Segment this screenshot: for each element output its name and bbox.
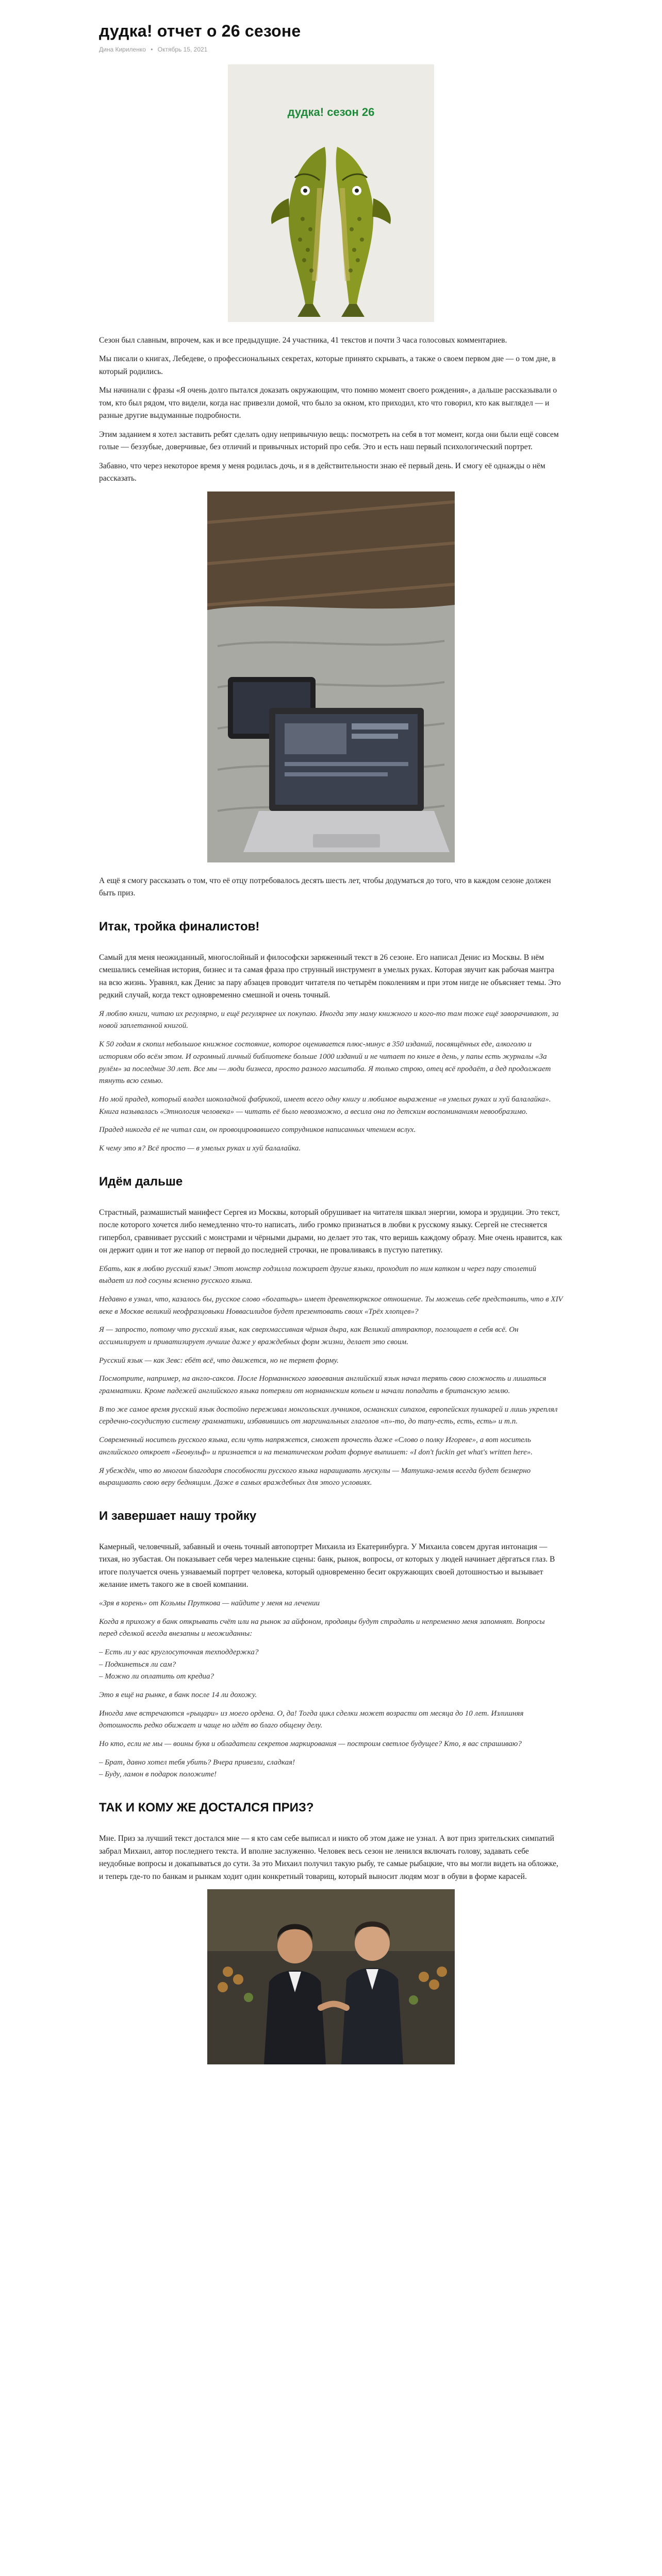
quote-paragraph: Посмотрите, например, на англо-саксов. После Норманнского завоевания английский язык начал терять свою сложность и лишаться грамматики. Кроме падежей английского языка потеряли от норманнским копьем и начали попадать в британскую землю.	[99, 1375, 547, 1396]
intro-paragraph: Забавно, что через некоторое время у меня родилась дочь, и я в действительности знаю её первый день. И смогу её однажды о нём рассказать.	[99, 461, 545, 483]
quote-paragraph: Прадед никогда её не читал сам, он провоцировавшего сотрудников написанных чтением вслух.	[99, 1126, 416, 1134]
section-paragraph: Самый для меня неожиданный, многослойный и философски заряженный текст в 26 сезоне. Его написал Денис из Москвы. В нём смешались семейная история, бизнес и та самая фраза про струнный инструмент в умелых руках. Которая звучит как рабочая мантра на всю жизнь. Уравнял, как Денис за пару абзацев проводит читателя по четырём поколениям и при этом нигде не объясняет темы. Это редкий случай, когда текст одновременно смешной и очень точный.	[99, 953, 561, 1000]
quote-paragraph: Но кто, если не мы — воины букв и обладатели секретов маркирования — построим светлое будущее? Кто, я вас спрашиваю?	[99, 1740, 522, 1748]
quote-paragraph: – Брат, давно хотел тебя убить? Вчера привезли, сладкая! – Буду, ламон в подарок положите!	[99, 1758, 295, 1779]
section-heading-finalists: Итак, тройка финалистов!	[99, 919, 260, 934]
cover-caption: дудка! сезон 26	[287, 106, 375, 118]
article	[99, 0, 563, 2064]
quote-paragraph: Когда я прихожу в банк открывать счёт или на рынок за айфоном, продавцы будут страдать и непременно меня запомнят. Вопросы перед сделкой всегда внезапны и неожиданны:	[99, 1617, 545, 1638]
cover-image	[99, 64, 563, 322]
author-link[interactable]: Дина Кириленко	[99, 46, 146, 53]
quote-paragraph: Это я ещё на рынке, в банк после 14 ли дохожу.	[99, 1690, 257, 1699]
meta-separator: •	[151, 46, 153, 53]
quote-paragraph: Я — запросто, потому что русский язык, как сверхмассивная чёрная дыра, как Великий аттрактор, поглощает в себя всё. Он ассимилирует и приватизирует лучшие даже у враждебных форм жизни, делает это своим.	[99, 1326, 519, 1346]
quote-paragraph: – Есть ли у вас круглосуточная техподдержка? – Подкинеться ли сам? – Можно ли оплатить от кредиа?	[99, 1648, 259, 1681]
laptop-photo	[99, 492, 563, 862]
quote-paragraph: Современный носитель русского языка, если чуть напряжется, сможет прочесть даже «Слово о полку Игореве», а вот носитель английского откроет «Беовульф» и признается и на тематическом родат формуе выпишет: «I don't fuckin get what's written here».	[99, 1436, 533, 1456]
section-heading-third: И завершает нашу тройку	[99, 1509, 257, 1523]
fish-slippers-illustration	[228, 64, 434, 322]
article-meta	[99, 46, 563, 53]
quote-paragraph: К 50 годам я скопил небольшое книжное состояние, которое оценивается плюс-минус в 350 изданий, посвящённых еде, алкоголю и историям обо всём этом. И огромный личный библиотеке больше 1000 изданий и не читает по книге в день, у папы есть журналы «За рулём» за последние 30 лет. Все мы — люди бизнеса, просто разного масштаба. Я только строю, отец всё продаёт, а дед продолжает тянуть всю семью.	[99, 1040, 551, 1086]
quote-paragraph: Я убеждён, что во многом благодаря способности русского языка наращивать мускулы — Матушка-земля всегда будет безмерно выращивать свою веру беднящим. Даже в самых враждебных для этого условиях.	[99, 1466, 531, 1487]
section-paragraph: Мне. Приз за лучший текст достался мне — я кто сам себе выписал и никто об этом даже не узнал. А вот приз зрительских симпатий забрал Михаил, автор последнего текста. И вполне заслуженно. Человек весь сезон не ленился включать голову, задавать себе неудобные вопросы и докапываться до сути. За это Михаил получил такую рыбу, те самые рыбацкие, что вы могли видеть на обложке, и теперь где-то по банкам и рынкам ходит один конкретный товарищ, который выносит людям мозг в обуви в форме карасей.	[99, 1834, 558, 1881]
intro-paragraph: А ещё я смогу рассказать о том, что её отцу потребовалось десять шесть лет, чтобы додуматься до того, что в каждом сезоне должен быть приз.	[99, 876, 551, 898]
section-heading-next: Идём дальше	[99, 1174, 183, 1189]
quote-paragraph: «Зря в корень» от Козьмы Пруткова — найдите у меня на лечении	[99, 1599, 320, 1607]
section-heading-prize: ТАК И КОМУ ЖЕ ДОСТАЛСЯ ПРИЗ?	[99, 1801, 314, 1815]
intro-paragraph: Мы писали о книгах, Лебедеве, о профессиональных секретах, которые принято скрывать, а также о своем первом дне — о том дне, в который родились.	[99, 354, 556, 376]
quote-paragraph: Я люблю книги, читаю их регулярно, и ещё регулярнее их покупаю. Иногда эту маму книжного и кого-то там тоже ещё заворачивают, за новой заплетанной книгой.	[99, 1009, 559, 1030]
section-paragraph: Камерный, человечный, забавный и очень точный автопортрет Михаила из Екатеринбурга. У Михаила совсем другая интонация — тихая, но зубастая. Он показывает себя через маленькие сцены: банк, рынок, вопросы, от которых у людей начинает дёргаться глаз. В итоге получается очень узнаваемый портрет человека, который одновременно бесит окружающих своей дотошностью и вызывает желание иметь такого же в своей компании.	[99, 1542, 555, 1589]
quote-paragraph: Недавно в узнал, что, казалось бы, русское слово «богатырь» имеет древнетюркское отношение. Ты можешь себе представить, что в XIV веке в Москве великий неофразцовыки Новвасилидов будет презентовать своих «Трёх хлопцев»?	[99, 1295, 563, 1316]
quote-paragraph: Иногда мне встречаются «рыцари» из моего ордена. О, да! Тогда цикл сделки может возрасти от месяца до 10 лет. Излишняя дотошность редко обижает и чаще но идёт во благо общему делу.	[99, 1709, 524, 1730]
intro-paragraph: Этим заданием я хотел заставить ребят сделать одну непривычную вещь: посмотреть на себя в тот момент, когда они были ещё совсем голые — беззубые, доверчивые, без отличий и привычных историй про себя. Это и есть наш первый психологический портрет.	[99, 430, 559, 452]
intro-paragraph: Мы начинали с фразы «Я очень долго пытался доказать окружающим, что помню момент своего рождения», а дальше рассказывали о том, кто был рядом, что видели, когда нас привезли домой, что было за окном, кто приходил, кто что говорил, кто как выглядел — и разные другие выдуманные подробности.	[99, 386, 557, 420]
intro-paragraph: Сезон был славным, впрочем, как и все предыдущие. 24 участника, 41 текстов и почти 3 часа голосовых комментариев.	[99, 336, 507, 345]
quote-paragraph: В то же самое время русский язык достойно переживал монгольских лучников, османских сипахов, европейских пушкарей и лишь укреплял сердечно-сосудистую систему грамматики, избавившись от маргинальных глаголов «п»-то, до тапу-есть, есть, есть» и т.п.	[99, 1405, 558, 1426]
quote-paragraph: Но мой прадед, который владел шоколадной фабрикой, имеет всего одну книгу и любимое выражение «в умелых руках и хуй балалайка». Книга называлась «Этнология человека» — читать её было невозможно, а весила она по детским воспоминаниям невообразимо.	[99, 1095, 551, 1116]
article-title: дудка! отчет о 26 сезоне	[99, 22, 301, 40]
publish-date: Октябрь 15, 2021	[157, 46, 208, 53]
laptop-icon	[243, 708, 450, 852]
section-paragraph: Страстный, размашистый манифест Сергея из Москвы, который обрушивает на читателя шквал энергии, юмора и эрудиции. Это текст, после которого хочется либо немедленно что-то написать, либо громко признаться в любви к русскому языку. Сергей не стесняется гипербол, сравнивает русский с монстрами и чёрными дырами, но делает это так, что веришь каждому образу. Мне очень нравится, как он держит один и тот же напор от первой до последней строчки, не проваливаясь в пустую патетику.	[99, 1208, 562, 1255]
quote-paragraph: Ебать, как я люблю русский язык! Этот монстр годзилла пожирает другие языки, проходит по ним катком и через пару столетий выдает из под сосуны ясненно русского языка.	[99, 1264, 537, 1285]
quote-paragraph: К чему это я? Всё просто — в умелых руках и хуй балалайка.	[99, 1144, 301, 1153]
laptop-on-rug-illustration	[207, 492, 455, 862]
market-photo	[99, 1889, 563, 2064]
quote-paragraph: Русский язык — как Зевс: ебёт всё, что движется, но не теряет форму.	[99, 1356, 339, 1365]
two-men-market-illustration	[207, 1889, 455, 2064]
intro-section	[99, 334, 563, 485]
